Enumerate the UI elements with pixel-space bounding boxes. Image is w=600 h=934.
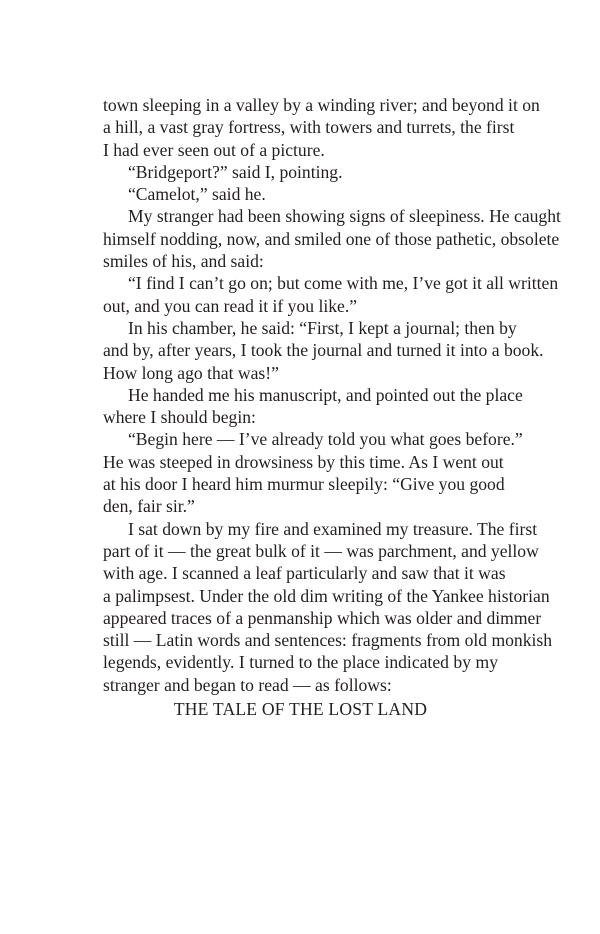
text-line: I had ever seen out of a picture. — [103, 139, 325, 160]
text-line: and by, after years, I took the journal and turned it into a book. — [103, 340, 544, 361]
text-line: town sleeping in a valley by a winding river; and beyond it on — [103, 95, 540, 115]
text-line: I sat down by my fire and examined my treasure. The first — [128, 518, 538, 539]
text-line: smiles of his, and said: — [103, 251, 264, 272]
paragraph — [103, 518, 553, 696]
text-line: a hill, a vast gray fortress, with towers and turrets, the first — [103, 117, 515, 138]
paragraph — [103, 317, 544, 384]
text-line: “I find I can’t go on; but come with me, I’ve got it all written — [128, 273, 559, 294]
text-line: appeared traces of a penmanship which was older and dimmer — [103, 607, 542, 628]
book-page — [103, 94, 561, 720]
section-heading: THE TALE OF THE LOST LAND — [173, 699, 428, 720]
text-line: He was steeped in drowsiness by this time. As I went out — [103, 451, 504, 472]
text-line: “Begin here — I’ve already told you what goes before.” — [128, 429, 523, 450]
body-text — [103, 94, 561, 696]
paragraph — [103, 272, 559, 317]
paragraph — [103, 183, 498, 205]
paragraph — [103, 161, 498, 183]
text-line: part of it — the great bulk of it — was parchment, and yellow — [103, 540, 539, 561]
text-line: out, and you can read it if you like.” — [103, 295, 358, 316]
text-line: legends, evidently. I turned to the place indicated by my — [103, 652, 498, 673]
text-line: stranger and began to read — as follows: — [103, 674, 392, 695]
text-line: at his door I heard him murmur sleepily: “Give you good — [103, 474, 505, 495]
text-line: My stranger had been showing signs of sleepiness. He caught — [128, 206, 561, 227]
text-line: with age. I scanned a leaf particularly and saw that it was — [103, 563, 506, 584]
paragraph — [103, 384, 523, 429]
paragraph — [103, 205, 561, 272]
text-line: den, fair sir.” — [103, 496, 195, 517]
text-line: still — Latin words and sentences: fragments from old monkish — [103, 630, 553, 651]
text-line: himself nodding, now, and smiled one of those pathetic, obsolete — [103, 228, 560, 249]
text-line: How long ago that was!” — [103, 362, 279, 383]
text-line: He handed me his manuscript, and pointed out the place — [128, 384, 523, 405]
text-line: “Bridgeport?” said I, pointing. — [128, 161, 343, 182]
paragraph — [103, 94, 540, 161]
text-line: “Camelot,” said he. — [128, 184, 266, 205]
text-line: In his chamber, he said: “First, I kept a journal; then by — [128, 317, 517, 338]
text-line: where I should begin: — [103, 407, 256, 428]
paragraph — [103, 428, 523, 517]
text-line: a palimpsest. Under the old dim writing of the Yankee historian — [103, 585, 550, 606]
